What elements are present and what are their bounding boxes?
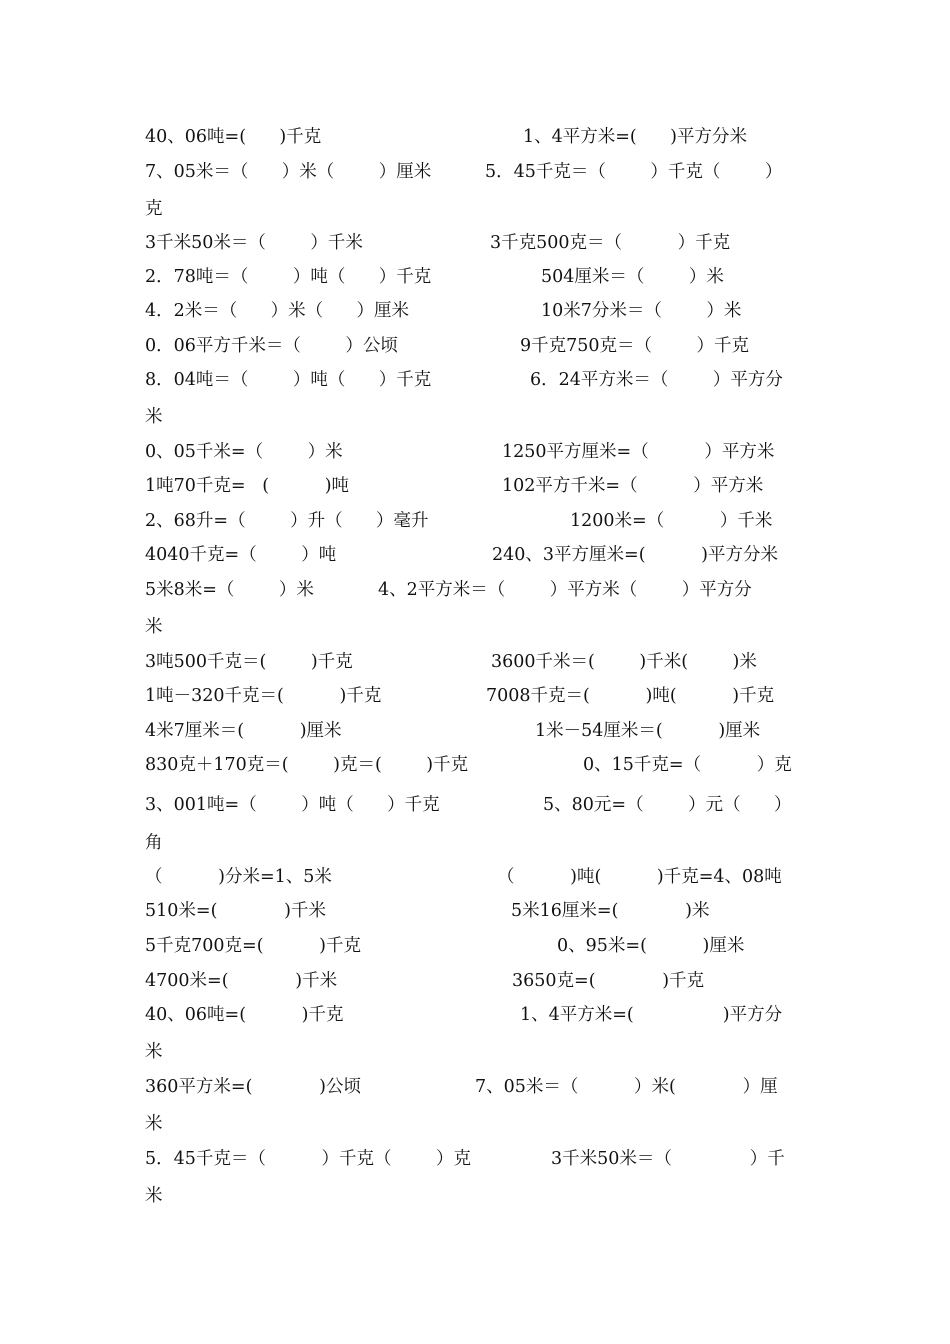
exercise-right: 1、4平方米=( )平方分 [520,1005,783,1025]
exercise-line [145,363,815,397]
exercise-line [145,400,815,434]
exercise-right: 6．24平方米＝（ ）平方分 [530,370,783,390]
exercise-left: 米 [145,1114,163,1134]
exercise-line [145,788,815,822]
exercise-left: 4．2米＝（ ）米（ ）厘米 [145,301,410,321]
exercise-right: 0、15千克=（ ）克 [583,755,792,775]
exercise-right: （ )吨( )千克=4、08吨 [497,867,782,887]
exercise-line [145,1179,815,1213]
exercise-line [145,610,815,644]
exercise-left: 3、001吨=（ ）吨（ ）千克 [145,795,440,815]
exercise-right: 3650克=( )千克 [512,971,705,991]
exercise-line [145,1142,815,1176]
exercise-right: 0、95米=( )厘米 [557,936,745,956]
exercise-left: 0．06平方千米＝（ ）公顷 [145,336,398,356]
exercise-right: 102平方千米=（ ）平方米 [502,476,764,496]
exercise-line [145,469,815,503]
exercise-line [145,748,815,782]
exercise-right: 5米16厘米=( )米 [511,901,710,921]
exercise-right: 1200米=（ ）千米 [570,511,773,531]
exercise-right: 10米7分米＝（ ）米 [541,301,742,321]
exercise-line [145,826,815,860]
exercise-left: 360平方米=( )公顷 [145,1077,361,1097]
exercise-right: 7008千克＝( )吨( )千克 [486,686,775,706]
exercise-left: 0、05千米=（ ）米 [145,442,343,462]
exercise-right: 5．45千克＝（ ）千克（ ） [485,162,783,182]
exercise-left: 3千米50米＝（ ）千米 [145,233,363,253]
exercise-left: 米 [145,1042,163,1062]
exercise-line [145,504,815,538]
exercise-left: 米 [145,617,163,637]
exercise-line [145,645,815,679]
exercise-line [145,894,815,928]
exercise-left: 2、68升=（ ）升（ ）毫升 [145,511,429,531]
exercise-left: 830克＋170克＝( )克＝( )千克 [145,755,469,775]
exercise-line [145,120,815,154]
exercise-left: 5．45千克＝（ ）千克（ ）克 [145,1149,472,1169]
exercise-line [145,998,815,1032]
exercise-line [145,1070,815,1104]
exercise-right: 1米－54厘米＝( )厘米 [535,721,761,741]
exercise-left: 角 [145,833,163,853]
exercise-left: 1吨70千克= ( )吨 [145,476,350,496]
exercise-left: 3吨500千克＝( )千克 [145,652,353,672]
exercise-right: 240、3平方厘米=( )平方分米 [492,545,778,565]
exercise-left: 4米7厘米＝( )厘米 [145,721,342,741]
exercise-right: 4、2平方米＝（ ）平方米（ ）平方分 [378,580,752,600]
exercise-left: 米 [145,1186,163,1206]
exercise-line [145,192,815,226]
exercise-line [145,155,815,189]
exercise-line [145,435,815,469]
exercise-line [145,929,815,963]
exercise-left: 4040千克=（ ）吨 [145,545,337,565]
exercise-line [145,1035,815,1069]
exercise-right: 1、4平方米=( )平方分米 [523,127,747,147]
exercise-right: 5、80元=（ ）元（ ） [543,795,792,815]
exercise-left: 5千克700克=( )千克 [145,936,361,956]
exercise-left: 1吨－320千克＝( )千克 [145,686,382,706]
exercise-right: 7、05米＝（ ）米( ）厘 [475,1077,778,1097]
exercise-left: 510米=( )千米 [145,901,326,921]
exercise-right: 3千克500克＝（ ）千克 [490,233,731,253]
exercise-left: 8．04吨＝（ ）吨（ ）千克 [145,370,432,390]
exercise-line [145,714,815,748]
exercise-line [145,860,815,894]
exercise-right: 504厘米＝（ ）米 [541,267,724,287]
exercise-line [145,538,815,572]
exercise-right: 1250平方厘米=（ ）平方米 [502,442,775,462]
exercise-left: 40、06吨=( )千克 [145,1005,344,1025]
exercise-line [145,294,815,328]
exercise-left: 7、05米＝（ ）米（ ）厘米 [145,162,432,182]
exercise-left: 2．78吨＝（ ）吨（ ）千克 [145,267,432,287]
exercise-line [145,1107,815,1141]
exercise-line [145,329,815,363]
exercise-left: 5米8米=（ ）米 [145,580,314,600]
exercise-line [145,573,815,607]
exercise-right: 9千克750克＝（ ）千克 [520,336,750,356]
exercise-left: （ )分米=1、5米 [145,867,332,887]
exercise-right: 3千米50米＝（ ）千 [551,1149,785,1169]
exercise-line [145,226,815,260]
exercise-left: 4700米=( )千米 [145,971,338,991]
exercise-line [145,964,815,998]
exercise-right: 3600千米＝( )千米( )米 [491,652,757,672]
exercise-line [145,260,815,294]
exercise-left: 克 [145,199,163,219]
exercise-left: 米 [145,407,163,427]
exercise-left: 40、06吨=( )千克 [145,127,322,147]
exercise-line [145,679,815,713]
